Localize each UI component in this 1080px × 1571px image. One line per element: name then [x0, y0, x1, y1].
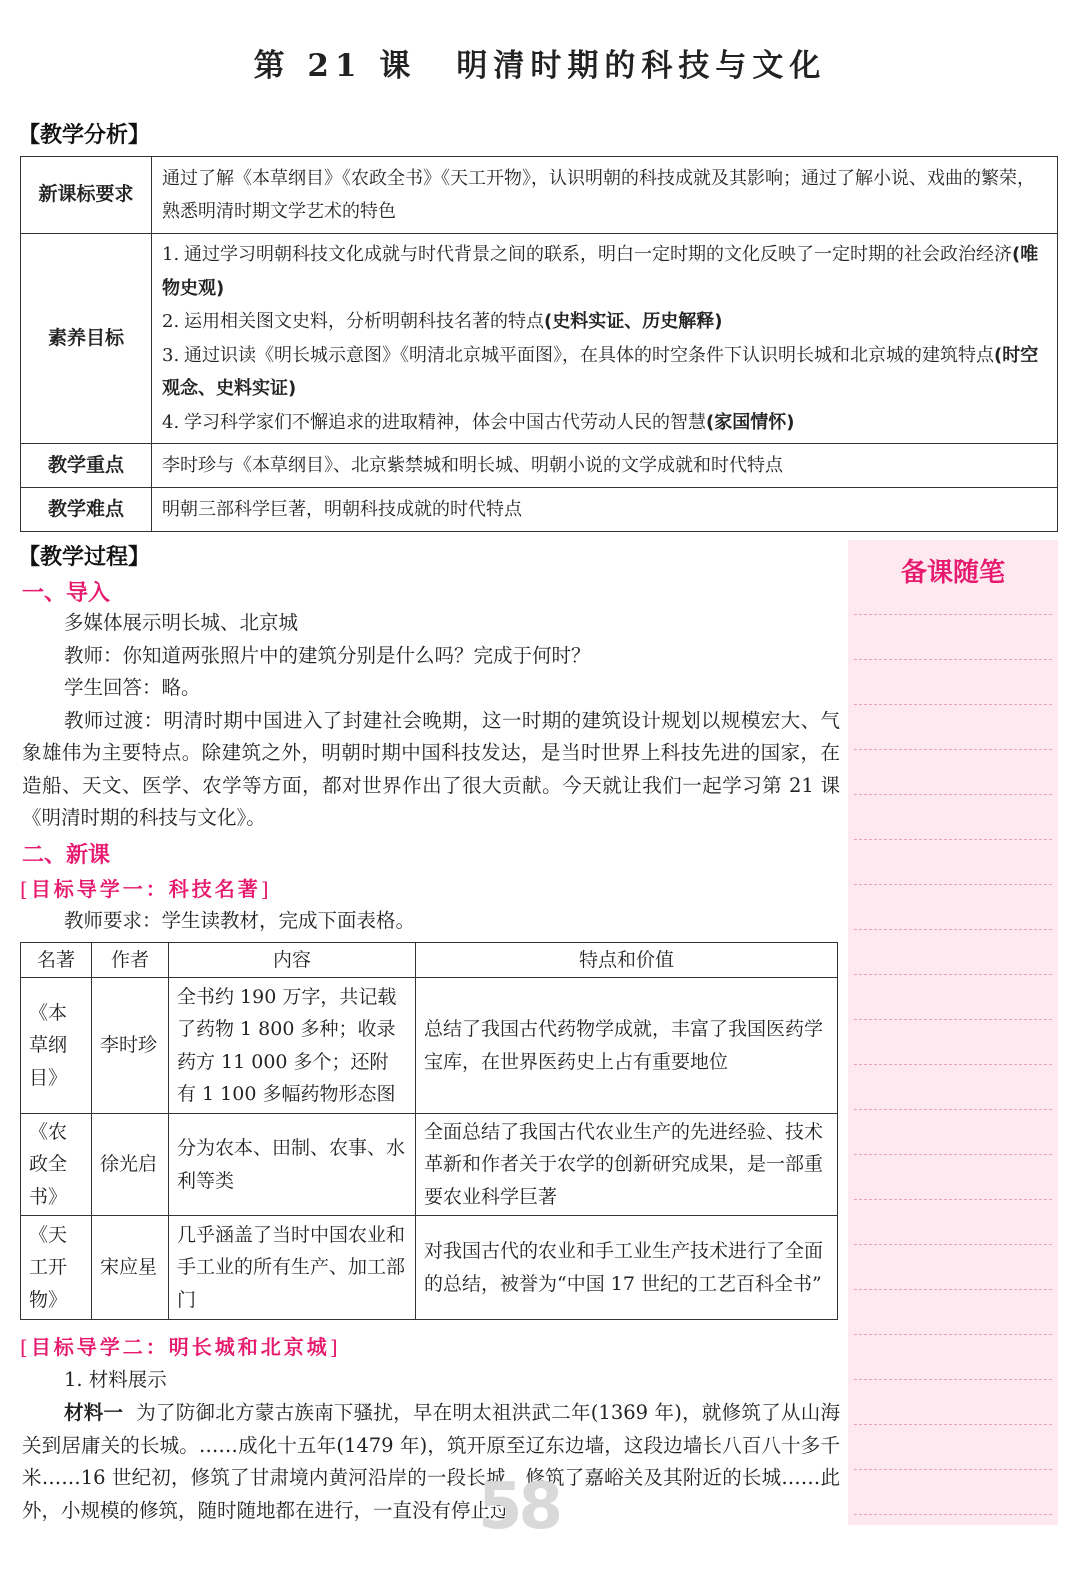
- book-name: 《本草纲目》: [21, 978, 92, 1114]
- author-name: 李时珍: [92, 978, 169, 1114]
- table-row: [21, 1114, 838, 1216]
- author-name: 宋应星: [92, 1216, 169, 1320]
- notes-title: 备课随笔: [900, 558, 1005, 588]
- book-content: 全书约 190 万字，共记载了药物 1 800 多种；收录药方 11 000 多个；还附有 1 100 多幅药物形态图: [169, 978, 416, 1114]
- note-line: [854, 929, 1052, 930]
- note-line: [854, 1424, 1052, 1425]
- book-content: 几乎涵盖了当时中国农业和手工业的所有生产、加工部门: [169, 1216, 416, 1320]
- goal-item: 1. 通过学习明朝科技文化成就与时代背景之间的联系，明白一定时期的文化反映了一定时期的社会政治经济(唯物史观): [162, 244, 1039, 299]
- note-line: [854, 839, 1052, 840]
- book-name: 《农政全书》: [21, 1114, 92, 1216]
- note-line: [854, 749, 1052, 750]
- book-value: 全面总结了我国古代农业生产的先进经验、技术革新和作者关于农学的创新研究成果，是一部重要农业科学巨著: [416, 1114, 838, 1216]
- note-line: [854, 659, 1052, 660]
- note-line: [854, 614, 1052, 615]
- material-text: 为了防御北方蒙古族南下骚扰，早在明太祖洪武二年(1369 年)，就修筑了从山海关到居庸关的长城。……成化十五年(1479 年)，筑开原至辽东边墙，这段边墙长八百八十多千米……16 世纪初，修筑了甘肃境内黄河沿岸的一段长城，修筑了嘉峪关及其附近的长城……此外，小规模的修筑，随时随地都在进行，一直没有停止过。: [22, 1401, 840, 1522]
- note-line: [854, 1289, 1052, 1290]
- note-line: [854, 794, 1052, 795]
- lesson-number: 第 21 课: [253, 48, 417, 84]
- note-line: [854, 1199, 1052, 1200]
- material-label: 材料一: [64, 1401, 124, 1424]
- note-line: [854, 1244, 1052, 1245]
- intro-p3: 学生回答：略。: [64, 676, 201, 699]
- goal-item: 3. 通过识读《明长城示意图》《明清北京城平面图》，在具体的时空条件下认识明长城和北京城的建筑特点(时空观念、史料实证): [162, 344, 1039, 399]
- intro-heading: 一、导入: [22, 581, 111, 606]
- author-name: 徐光启: [92, 1114, 169, 1216]
- books-table: [20, 942, 838, 1320]
- difficulty-label: 教学难点: [21, 488, 152, 532]
- standard-text: 通过了解《本草纲目》《农政全书》《天工开物》，认识明朝的科技成就及其影响；通过了解小说、戏曲的繁荣，熟悉明清时期文学艺术的特色: [152, 157, 1058, 234]
- guide-one: [目标导学一：科技名著]: [20, 877, 272, 901]
- note-line: [854, 974, 1052, 975]
- col-header-book: 名著: [21, 943, 92, 978]
- page-number: 58: [478, 1470, 560, 1544]
- goal-item: 4. 学习科学家们不懈追求的进取精神，体会中国古代劳动人民的智慧(家国情怀): [162, 411, 795, 433]
- new-lesson-heading: 二、新课: [22, 843, 111, 868]
- literacy-goals: [152, 234, 1058, 444]
- note-line: [854, 1064, 1052, 1065]
- intro-body: [22, 607, 840, 835]
- book-value: 总结了我国古代药物学成就，丰富了我国医药学宝库，在世界医药史上占有重要地位: [416, 978, 838, 1114]
- book-content: 分为农本、田制、农事、水利等类: [169, 1114, 416, 1216]
- book-name: 《天工开物》: [21, 1216, 92, 1320]
- process-heading: 【教学过程】: [18, 545, 151, 570]
- col-header-content: 内容: [169, 943, 416, 978]
- literacy-label: 素养目标: [21, 234, 152, 444]
- note-line: [854, 1469, 1052, 1470]
- material-heading: 1. 材料展示: [64, 1368, 167, 1391]
- book-value: 对我国古代的农业和手工业生产技术进行了全面的总结，被誉为“中国 17 世纪的工艺百科全书”: [416, 1216, 838, 1320]
- intro-p4: 教师过渡：明清时期中国进入了封建社会晚期，这一时期的建筑设计规划以规模宏大、气象雄伟为主要特点。除建筑之外，明朝时期中国科技发达，是当时世界上科技先进的国家，在造船、天文、医学、农学等方面，都对世界作出了很大贡献。今天就让我们一起学习第 21 课《明清时期的科技与文化》。: [22, 708, 840, 829]
- material-one: [22, 1397, 840, 1527]
- teacher-requirement: 教师要求：学生读教材，完成下面表格。: [64, 909, 416, 932]
- note-line: [854, 1514, 1052, 1515]
- intro-p2: 教师：你知道两张照片中的建筑分别是什么吗？完成于何时？: [64, 643, 591, 667]
- lesson-title: 明清时期的科技与文化: [456, 48, 827, 84]
- col-header-author: 作者: [92, 943, 169, 978]
- intro-p1: 多媒体展示明长城、北京城: [64, 611, 299, 634]
- standard-label: 新课标要求: [21, 157, 152, 234]
- analysis-heading: 【教学分析】: [18, 123, 151, 148]
- goal-item: 2. 运用相关图文史料，分析明朝科技名著的特点(史料实证、历史解释): [162, 311, 723, 332]
- note-line: [854, 1109, 1052, 1110]
- difficulty-text: 明朝三部科学巨著，明朝科技成就的时代特点: [152, 488, 1058, 532]
- analysis-table: [20, 156, 1058, 532]
- table-row: [21, 978, 838, 1114]
- note-line: [854, 704, 1052, 705]
- note-line: [854, 1379, 1052, 1380]
- key-label: 教学重点: [21, 444, 152, 488]
- key-text: 李时珍与《本草纲目》、北京紫禁城和明长城、明朝小说的文学成就和时代特点: [152, 444, 1058, 488]
- note-line: [854, 1154, 1052, 1155]
- table-row: [21, 1216, 838, 1320]
- notes-sidebar: [848, 540, 1058, 1525]
- note-line: [854, 1334, 1052, 1335]
- page-title: [0, 40, 1080, 85]
- guide-two: [目标导学二：明长城和北京城]: [20, 1335, 341, 1359]
- col-header-value: 特点和价值: [416, 943, 838, 978]
- note-line: [854, 1019, 1052, 1020]
- note-line: [854, 884, 1052, 885]
